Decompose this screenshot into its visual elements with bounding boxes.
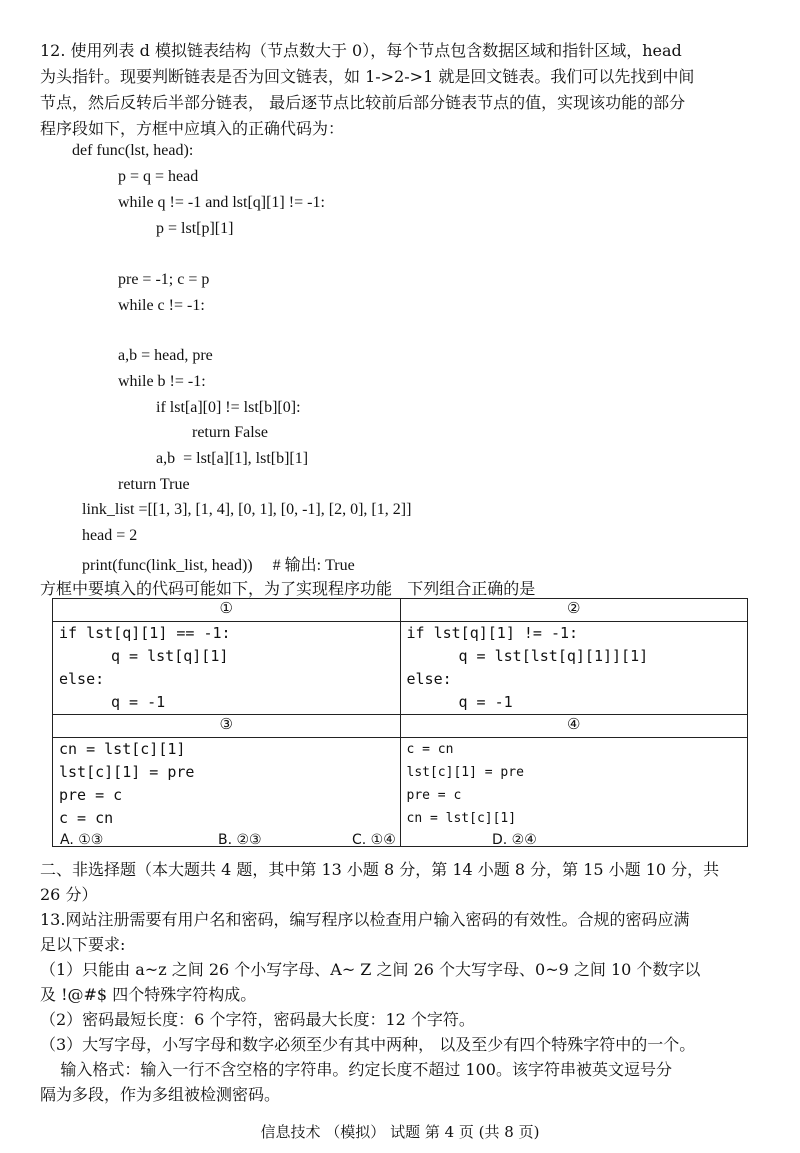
option-3-line: lst[c][1] = pre — [59, 763, 195, 781]
options-table — [52, 598, 748, 847]
q13-line-8: 隔为多段，作为多组被检测密码。 — [40, 1085, 281, 1104]
choice-c: C. ①④ — [352, 832, 396, 848]
option-1-line: q = lst[q][1] — [111, 647, 229, 665]
choice-b: B. ②③ — [218, 832, 262, 848]
code-line: if lst[a][0] != lst[b][0]: — [156, 399, 301, 416]
q12-line-2: 为头指针。现要判断链表是否为回文链表，如 1->2->1 就是回文链表。我们可以先找到中间 — [40, 67, 695, 86]
section-2-line-2: 26 分） — [40, 885, 98, 904]
q13-line-5: （2）密码最短长度：6 个字符，密码最大长度：12 个字符。 — [40, 1010, 475, 1029]
option-4-line: lst[c][1] = pre — [406, 765, 524, 780]
code-line: p = lst[p][1] — [156, 220, 234, 237]
option-header-1: ① — [53, 599, 401, 622]
code-line: print(func(link_list, head)) # 输出: True — [82, 557, 355, 574]
code-line: head = 2 — [82, 527, 138, 544]
option-2-line: q = lst[lst[q][1]][1] — [458, 647, 649, 665]
option-3-line: pre = c — [59, 786, 123, 804]
option-2-line: if lst[q][1] != -1: — [406, 624, 579, 642]
section-2-line-1: 二、非选择题（本大题共 4 题，其中第 13 小题 8 分，第 14 小题 8 分，第 15 小题 10 分，共 — [40, 860, 720, 879]
choice-d: D. ②④ — [492, 832, 537, 848]
code-line: return True — [118, 476, 190, 493]
option-3-code — [53, 738, 401, 847]
code-line: return False — [192, 424, 268, 441]
option-header-3: ③ — [53, 715, 401, 738]
q13-line-3: （1）只能由 a~z 之间 26 个小写字母、A~ Z 之间 26 个大写字母、0~9 之间 10 个数字以 — [40, 960, 701, 979]
page-footer: 信息技术 （模拟） 试题 第 4 页 (共 8 页) — [260, 1123, 540, 1141]
option-1-line: q = -1 — [111, 693, 166, 711]
option-2-code — [400, 622, 748, 715]
q13-line-1: 13.网站注册需要有用户名和密码，编写程序以检查用户输入密码的有效性。合规的密码应满 — [40, 910, 690, 929]
code-line: link_list =[[1, 3], [1, 4], [0, 1], [0, -1], [2, 0], [1, 2]] — [82, 501, 412, 518]
option-3-line: c = cn — [59, 809, 114, 827]
code-line: while q != -1 and lst[q][1] != -1: — [118, 194, 325, 211]
q12-prompt: 方框中要填入的代码可能如下，为了实现程序功能 下列组合正确的是 — [40, 579, 536, 598]
code-line: while c != -1: — [118, 297, 205, 314]
option-2-line: q = -1 — [458, 693, 513, 711]
code-line: while b != -1: — [118, 373, 206, 390]
q13-line-7: 输入格式：输入一行不含空格的字符串。约定长度不超过 100。该字符串被英文逗号分 — [40, 1060, 672, 1079]
choice-a: A. ①③ — [60, 832, 104, 848]
q12-line-4: 程序段如下，方框中应填入的正确代码为： — [40, 119, 345, 138]
option-3-line: cn = lst[c][1] — [59, 740, 186, 758]
option-4-line: cn = lst[c][1] — [406, 811, 517, 826]
option-4-line: pre = c — [406, 788, 462, 803]
q12-line-3: 节点，然后反转后半部分链表， 最后逐节点比较前后部分链表节点的值，实现该功能的部分 — [40, 93, 686, 112]
code-line: pre = -1; c = p — [118, 271, 210, 288]
option-4-code — [400, 738, 748, 847]
code-line: a,b = head, pre — [118, 347, 213, 364]
q13-line-6: （3）大写字母，小写字母和数字必须至少有其中两种， 以及至少有四个特殊字符中的一个。 — [40, 1035, 696, 1054]
option-1-line: else: — [59, 670, 105, 688]
option-1-line: if lst[q][1] == -1: — [59, 624, 231, 642]
option-header-4: ④ — [400, 715, 748, 738]
code-line: a,b = lst[a][1], lst[b][1] — [156, 450, 309, 467]
option-header-2: ② — [400, 599, 748, 622]
q12-line-1: 12. 使用列表 d 模拟链表结构（节点数大于 0），每个节点包含数据区域和指针区域，head — [40, 41, 682, 60]
code-line: p = q = head — [118, 168, 199, 185]
q13-line-4: 及 !@#$ 四个特殊字符构成。 — [40, 985, 257, 1004]
option-4-line: c = cn — [406, 742, 454, 757]
option-2-line: else: — [406, 670, 452, 688]
option-1-code — [53, 622, 401, 715]
q13-line-2: 足以下要求: — [40, 935, 126, 954]
code-line: def func(lst, head): — [72, 142, 194, 159]
